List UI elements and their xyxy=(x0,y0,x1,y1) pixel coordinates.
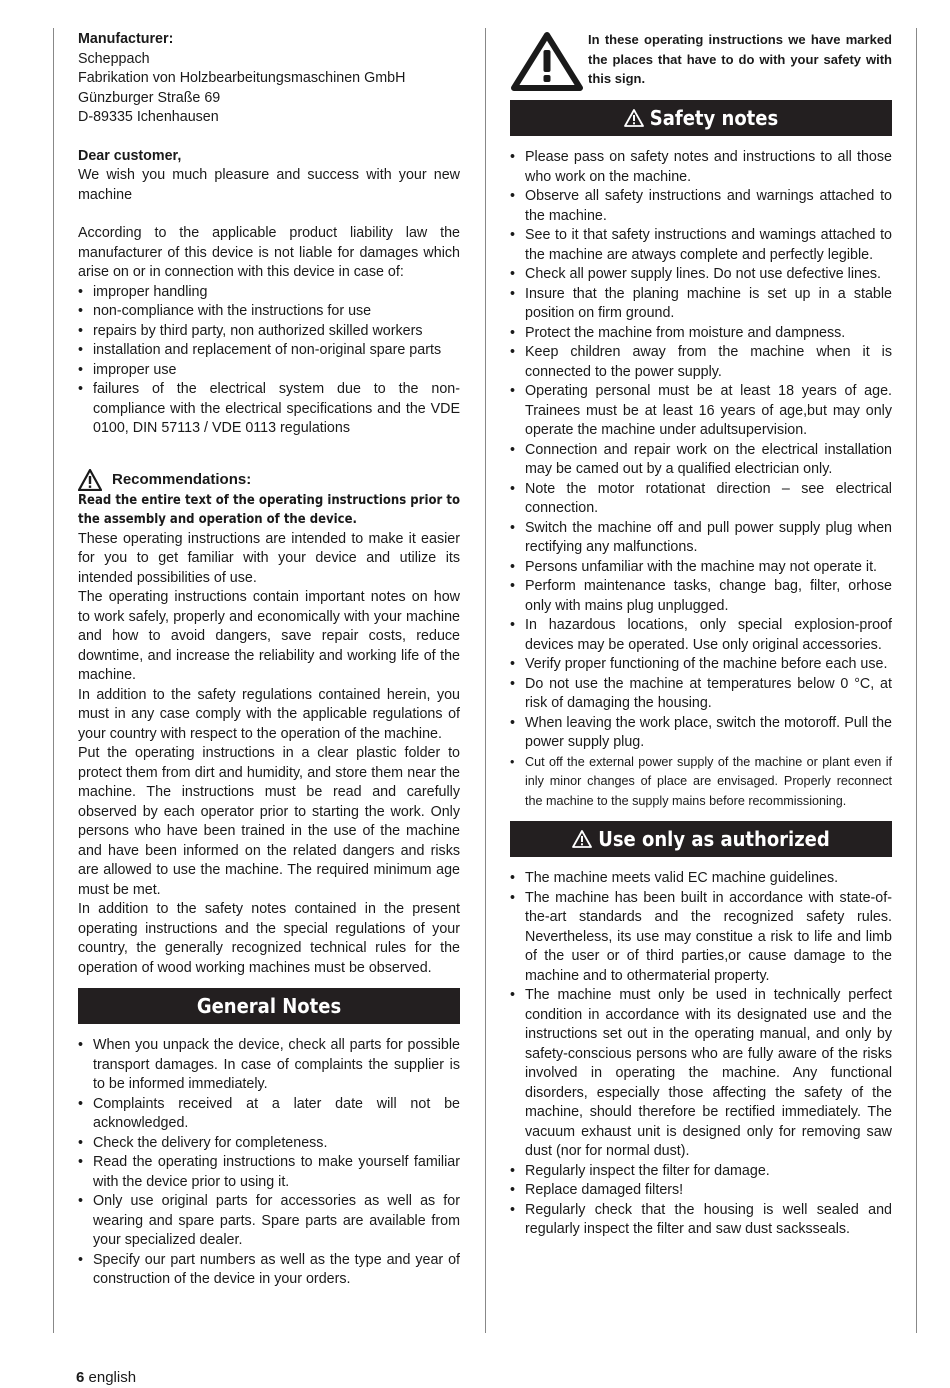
recommendations-paragraph: In addition to the safety regulations contained herein, you must in any case comply with the applicable regulations of your country with respect to the operation of the machine. xyxy=(78,686,460,742)
list-item: • installation and replacement of non-original spare parts xyxy=(78,341,460,361)
list-item: • See to it that safety instructions and wamings attached to the machine are atways complete and perfectly legible. xyxy=(510,226,892,265)
list-item: • failures of the electrical system due to the non-compliance with the electrical specifications and the VDE 0100, DIN 57113 / VDE 0113 regulations xyxy=(78,380,460,439)
authorized-title: Use only as authorized xyxy=(598,827,830,851)
customer-text: We wish you much pleasure and success with your new machine xyxy=(78,167,460,203)
list-item: • Verify proper functioning of the machine before each use. xyxy=(510,655,892,675)
liability-intro: According to the applicable product liability law the manufacturer of this device is not liable for damages which arise on or in connection with this device in case of: xyxy=(78,225,460,280)
list-item: • Regularly inspect the filter for damage. xyxy=(510,1162,892,1182)
list-item: • When leaving the work place, switch the motoroff. Pull the power supply plug. xyxy=(510,714,892,753)
list-item: • Persons unfamiliar with the machine may not operate it. xyxy=(510,558,892,578)
center-rule xyxy=(485,28,486,1333)
list-item: • In hazardous locations, only special explosion-proof devices may be operated. Use only original accessories. xyxy=(510,616,892,655)
recommendations-header xyxy=(78,469,460,491)
list-item: • non-compliance with the instructions for use xyxy=(78,302,460,322)
list-item: • Specify our part numbers as well as the type and year of construction of the device in your orders. xyxy=(78,1251,460,1290)
list-item: • Note the motor rotationat direction – see electrical connection. xyxy=(510,480,892,519)
left-column xyxy=(78,30,460,1290)
left-margin-rule xyxy=(53,28,54,1333)
recommendations-heading: Recommendations: xyxy=(112,470,252,488)
list-item: • Observe all safety instructions and warnings attached to the machine. xyxy=(510,187,892,226)
list-item: • Only use original parts for accessories as well as for wearing and spare parts. Spare parts are available from your specialized dealer. xyxy=(78,1192,460,1251)
warning-icon xyxy=(624,109,644,127)
list-item: • Do not use the machine at temperatures below 0 °C, at risk of damaging the housing. xyxy=(510,675,892,714)
list-item: • improper use xyxy=(78,361,460,381)
general-notes-title: General Notes xyxy=(78,988,460,1024)
list-item: • improper handling xyxy=(78,283,460,303)
list-item: • Replace damaged filters! xyxy=(510,1181,892,1201)
list-item: • The machine meets valid EC machine guidelines. xyxy=(510,869,892,889)
list-item: • Check all power supply lines. Do not use defective lines. xyxy=(510,265,892,285)
list-item: • Keep children away from the machine when it is connected to the power supply. xyxy=(510,343,892,382)
list-item: • Cut off the external power supply of the machine or plant even if inly minor changes of place are envisaged. Properly reconnect the machine to the supply mains before recommissioning. xyxy=(510,753,892,812)
warning-icon xyxy=(572,830,592,848)
list-item: • Insure that the planing machine is set up in a stable position on firm ground. xyxy=(510,285,892,324)
list-item: • Check the delivery for completeness. xyxy=(78,1134,460,1154)
page-footer xyxy=(76,1368,136,1388)
liability-list xyxy=(78,283,460,439)
authorized-bar xyxy=(510,821,892,857)
manufacturer-heading: Manufacturer: xyxy=(78,31,174,47)
right-column xyxy=(510,30,892,1240)
list-item: • The machine has been built in accordance with state-of-the-art standards and the recognized safety rules. Nevertheless, its use may constitue a risk to life and limb of the user or of third parties,or cause damage to the machine and to othermaterial property. xyxy=(510,889,892,987)
safety-notes-bar xyxy=(510,100,892,136)
warning-icon xyxy=(78,469,102,491)
general-notes-list xyxy=(78,1036,460,1290)
list-item: • Switch the machine off and pull power supply plug when rectifying any malfunctions. xyxy=(510,519,892,558)
recommendations-paragraph: The operating instructions contain important notes on how to work safely, properly and economically with your machine and how to avoid dangers, save repair costs, reduce downtime, and increase the reliability and working life of the machine. xyxy=(78,589,460,683)
recommendations-paragraph: These operating instructions are intended to make it easier for you to get familiar with your device and utilize its intended possibilities of use. xyxy=(78,530,460,586)
page-language: english xyxy=(88,1369,137,1386)
recommendations-bold-text: Read the entire text of the operating instructions prior to the assembly and operation of the device. xyxy=(78,492,460,527)
list-item: • Please pass on safety notes and instructions to all those who work on the machine. xyxy=(510,148,892,187)
manufacturer-line: D-89335 Ichenhausen xyxy=(78,109,219,125)
list-item: • The machine must only be used in technically perfect condition in accordance with its designated use and the instructions set out in the operating manual, and only by safety-conscious persons who are fully aware of the risks involved in operating the machine. Any functional disorders, especially those affecting the safety of the machine, should therefore be rectified immediately. The vacuum exhaust unit is designed only for removing saw dust (nor for normal dust). xyxy=(510,986,892,1162)
safety-sign-note: In these operating instructions we have marked the places that have to do with your safety with this sign. xyxy=(588,32,892,86)
list-item: • Operating personal must be at least 18 years of age. Trainees must be at least 16 years of age,but may only operate the machine under adultsupervision. xyxy=(510,382,892,441)
list-item: • Connection and repair work on the electrical installation may be camed out by a qualified electrician only. xyxy=(510,441,892,480)
authorized-list xyxy=(510,869,892,1240)
list-item: • Read the operating instructions to make yourself familiar with the device prior to using it. xyxy=(78,1153,460,1192)
customer-heading: Dear customer, xyxy=(78,147,182,164)
recommendations-paragraph: In addition to the safety notes contained in the present operating instructions and the special regulations of your country, the generally recognized technical rules for the operation of wood working machines must be observed. xyxy=(78,901,460,976)
manufacturer-line: Fabrikation von Holzbearbeitungsmaschinen GmbH xyxy=(78,70,406,86)
safety-notes-title: Safety notes xyxy=(649,106,779,130)
list-item: • When you unpack the device, check all parts for possible transport damages. In case of complaints the supplier is to be informed immediately. xyxy=(78,1036,460,1095)
right-margin-rule xyxy=(916,28,917,1333)
list-item: • Regularly check that the housing is well sealed and regularly inspect the filter and saw dust sacksseals. xyxy=(510,1201,892,1240)
list-item: • Complaints received at a later date will not be acknowledged. xyxy=(78,1095,460,1134)
manufacturer-line: Scheppach xyxy=(78,50,150,67)
large-warning-icon xyxy=(510,30,584,92)
safety-notes-list xyxy=(510,148,892,811)
recommendations-paragraph: Put the operating instructions in a clear plastic folder to protect them from dirt and humidity, and store them near the machine. The instructions must be read and carefully observed by each operator prior to starting the work. Only persons who have been trained in the use of the machine and have been informed on the related dangers and risks are allowed to use the machine. The required minimum age must be met. xyxy=(78,745,460,898)
list-item: • repairs by third party, non authorized skilled workers xyxy=(78,322,460,342)
list-item: • Perform maintenance tasks, change bag, filter, orhose only with mains plug unplugged. xyxy=(510,577,892,616)
list-item: • Protect the machine from moisture and dampness. xyxy=(510,324,892,344)
safety-sign-block xyxy=(510,30,892,92)
manufacturer-line: Günzburger Straße 69 xyxy=(78,89,221,106)
page-number: 6 xyxy=(76,1369,85,1386)
